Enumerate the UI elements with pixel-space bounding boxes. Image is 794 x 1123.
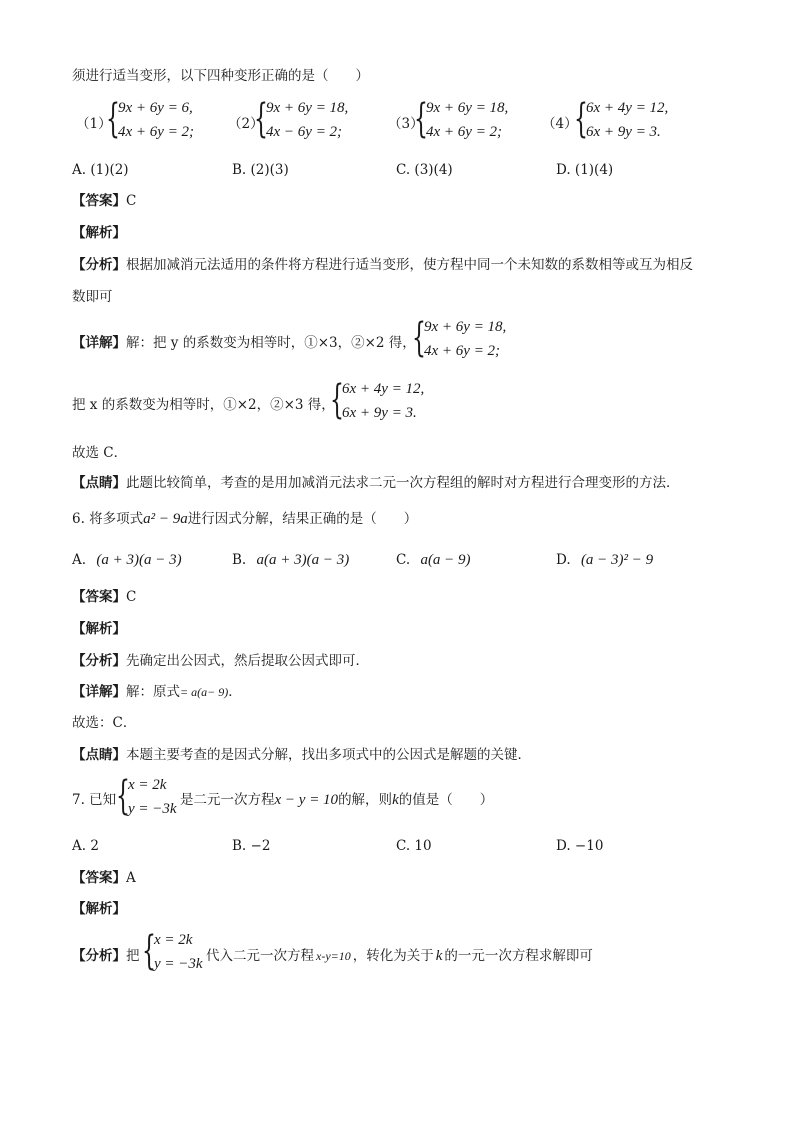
q7-system-eq1: x = 2k: [128, 777, 167, 793]
detail-tag: 【详解】: [72, 335, 126, 351]
q5-answer: [72, 192, 136, 210]
fenxi-tag: 【分析】: [72, 257, 126, 273]
q5-system-3-number: （3）: [388, 116, 424, 132]
q5-system-4-eq1: 6x + 4y = 12,: [586, 100, 669, 116]
q5-detail-line1: [72, 334, 416, 352]
q6-option-d-math: (a − 3)² − 9: [580, 552, 654, 568]
q5-detail-system-2-eq2: 6x + 9y = 3.: [342, 405, 417, 421]
q6-option-b-label: B.: [232, 552, 247, 568]
q6-analysis-tag: 【解析】: [72, 621, 126, 637]
q7-stem-c: 的解，则: [338, 792, 393, 808]
brace-icon: {: [116, 773, 130, 819]
q6-option-b: [232, 552, 349, 569]
q5-system-2-eq2: 4x − 6y = 2;: [266, 124, 343, 140]
q5-detail-line2: 把 x 的系数变为相等时，①×2，②×3 得，: [72, 397, 335, 413]
q6-comment: [72, 746, 531, 764]
q5-option-b: B. (2)(3): [232, 162, 289, 178]
fenxi-text-d: 的一元一次方程求解即可: [444, 948, 593, 964]
fenxi-text: 根据加减消元法适用的条件将方程进行适当变形，使方程中同一个未知数的系数相等或互为相反: [126, 257, 693, 273]
q6-answer: [72, 588, 136, 606]
q5-detail-system-1-eq2: 4x + 6y = 2;: [424, 343, 501, 359]
q6-polynomial: a² − 9a: [143, 511, 188, 527]
q6-choose: 故选：C．: [72, 715, 137, 731]
q5-fenxi-line2: 数即可: [72, 289, 113, 305]
q7-equation: x − y = 10: [274, 792, 339, 808]
q5-stem: 须进行适当变形，以下四种变形正确的是（ ）: [72, 68, 369, 84]
detail-end: ．: [228, 684, 242, 700]
q6-stem: [72, 510, 417, 528]
q7-stem-start: 7. 已知: [72, 792, 117, 808]
q7-answer: [72, 869, 136, 887]
q5-comment: [72, 474, 680, 492]
answer-value: C: [126, 589, 137, 605]
q6-option-b-math: a(a + 3)(a − 3): [256, 552, 350, 568]
q7-k: k: [392, 792, 399, 808]
detail-math: = a(a− 9): [180, 685, 229, 699]
detail-text: 解：把 y 的系数变为相等时，①×3，②×2 得，: [126, 335, 416, 351]
q7-system-eq2: y = −3k: [128, 801, 177, 817]
comment-text: 此题比较简单，考查的是用加减消元法求二元一次方程组的解时对方程进行合理变形的方法．: [126, 475, 680, 491]
q5-system-3-eq2: 4x + 6y = 2;: [426, 124, 503, 140]
brace-icon: {: [254, 96, 268, 142]
q6-stem-end: 进行因式分解，结果正确的是（ ）: [187, 511, 418, 527]
q5-system-4-eq2: 6x + 9y = 3.: [586, 124, 661, 140]
answer-tag: 【答案】: [72, 193, 126, 209]
q5-system-2-number: （2）: [228, 116, 264, 132]
brace-icon: {: [330, 377, 344, 423]
q7-fenxi-start: [72, 947, 140, 965]
q6-option-d: [556, 552, 653, 569]
q7-option-c: C. 10: [396, 838, 432, 854]
comment-tag: 【点睛】: [72, 475, 126, 491]
q7-analysis-tag: 【解析】: [72, 901, 126, 917]
q5-system-1-eq2: 4x + 6y = 2;: [118, 124, 195, 140]
answer-value: A: [126, 870, 136, 886]
q6-stem-start: 6. 将多项式: [72, 511, 144, 527]
q6-option-c-math: a(a − 9): [420, 552, 471, 568]
brace-icon: {: [414, 96, 428, 142]
comment-tag: 【点睛】: [72, 747, 126, 763]
q5-system-1-number: （1）: [76, 116, 112, 132]
q5-detail-system-2-eq1: 6x + 4y = 12,: [342, 381, 425, 397]
q6-option-c: [396, 552, 471, 569]
q6-detail: [72, 683, 242, 701]
fenxi-text-c: ，转化为关于: [352, 948, 434, 964]
q7-stem-d: 的值是（ ）: [398, 792, 494, 808]
q6-fenxi: [72, 652, 369, 670]
q7-fenxi-eq2: y = −3k: [154, 956, 203, 972]
answer-tag: 【答案】: [72, 589, 126, 605]
fenxi-text: 先确定出公因式，然后提取公因式即可．: [126, 653, 369, 669]
q6-option-a-math: (a + 3)(a − 3): [96, 552, 182, 568]
q5-system-1-eq1: 9x + 6y = 6,: [118, 100, 193, 116]
q5-option-c: C. (3)(4): [396, 162, 453, 178]
fenxi-tag: 【分析】: [72, 653, 126, 669]
brace-icon: {: [106, 96, 120, 142]
brace-icon: {: [412, 315, 426, 361]
q5-option-d: D. (1)(4): [556, 162, 614, 178]
q5-analysis-tag: 【解析】: [72, 225, 126, 241]
q6-option-a: [72, 552, 182, 569]
fenxi-equation: x-y=10: [316, 949, 351, 963]
q7-option-b: B. −2: [232, 838, 271, 854]
brace-icon: {: [574, 96, 588, 142]
q7-stem-rest: [180, 791, 493, 809]
answer-tag: 【答案】: [72, 870, 126, 886]
detail-text: 解：原式: [126, 684, 180, 700]
q5-fenxi-line1: [72, 256, 693, 274]
q5-system-2-eq1: 9x + 6y = 18,: [266, 100, 349, 116]
q5-detail-system-1-eq1: 9x + 6y = 18,: [424, 319, 507, 335]
q6-option-c-label: C.: [396, 552, 411, 568]
q7-fenxi-eq1: x = 2k: [154, 932, 193, 948]
fenxi-text-b: 代入二元一次方程: [206, 948, 314, 964]
q5-choose: 故选 C．: [72, 445, 128, 461]
fenxi-tag: 【分析】: [72, 948, 126, 964]
q5-system-4-number: （4）: [542, 116, 578, 132]
q5-system-3-eq1: 9x + 6y = 18,: [426, 100, 509, 116]
q6-option-a-label: A.: [72, 552, 87, 568]
q6-option-d-label: D.: [556, 552, 571, 568]
detail-tag: 【详解】: [72, 684, 126, 700]
brace-icon: {: [142, 928, 156, 974]
q7-option-d: D. −10: [556, 838, 604, 854]
answer-value: C: [126, 193, 137, 209]
q7-stem-b: 是二元一次方程: [180, 792, 275, 808]
q7-option-a: A. 2: [72, 838, 99, 854]
fenxi-k: k: [435, 948, 443, 964]
q5-option-a: A. (1)(2): [72, 162, 129, 178]
fenxi-text-a: 把: [126, 948, 140, 964]
q7-fenxi-rest: [206, 947, 593, 965]
comment-text: 本题主要考查的是因式分解，找出多项式中的公因式是解题的关键．: [126, 747, 531, 763]
